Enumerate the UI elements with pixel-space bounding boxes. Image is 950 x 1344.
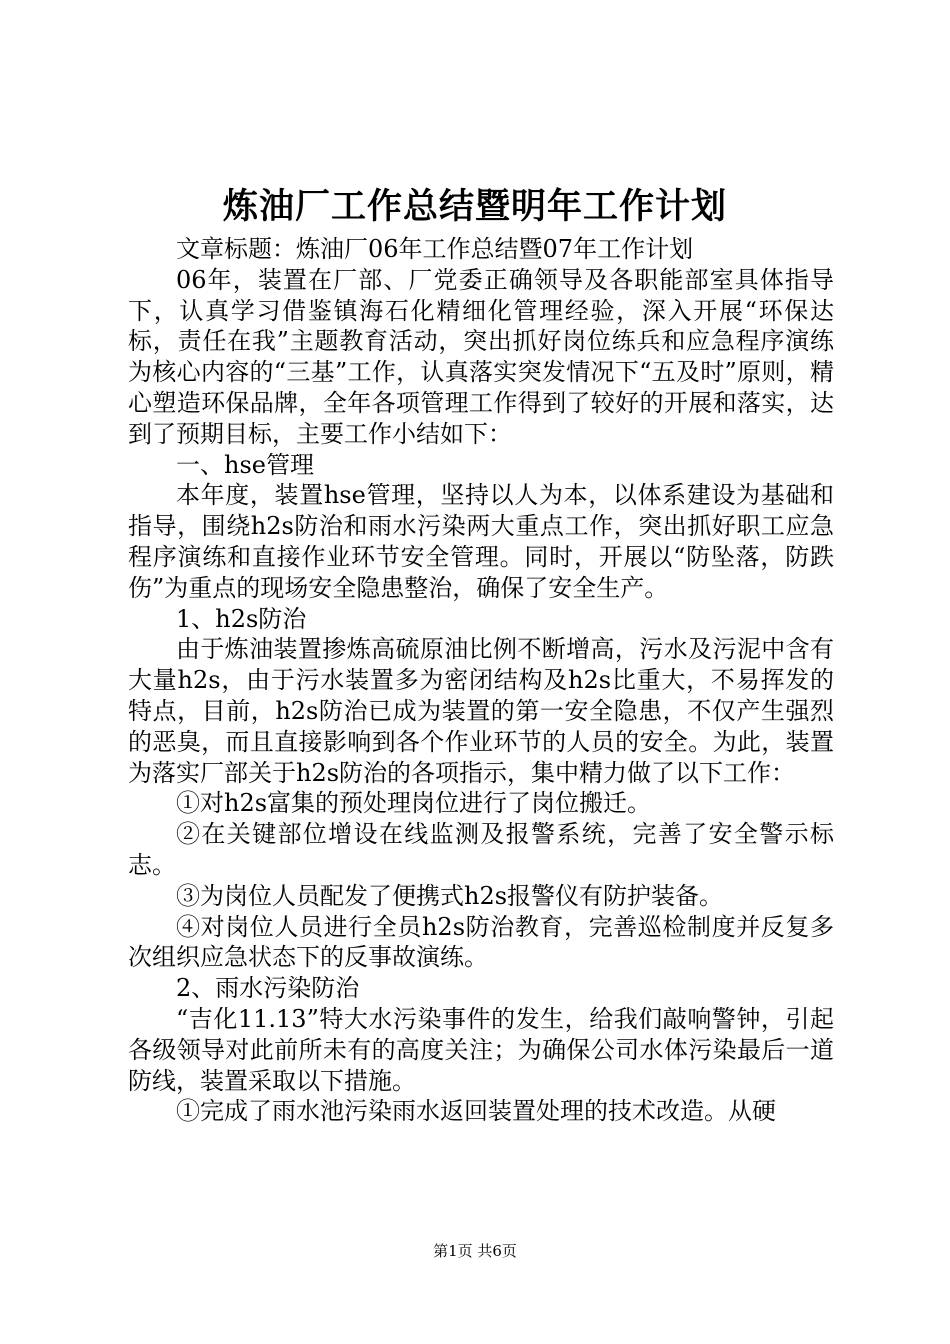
subsection-heading-h2s: 1、h2s防治 (176, 604, 307, 633)
list-item-3: ③为岗位人员配发了便携式h2s报警仪有防护装备。 (176, 881, 724, 910)
list-item-1: ①对h2s富集的预处理岗位进行了岗位搬迁。 (176, 789, 652, 818)
paragraph-rainwater: “吉化11.13”特大水污染事件的发生，给我们敲响警钟，引起各级领导对此前所未有的高度关注；为确保公司水体污染最后一道防线，装置采取以下措施。 (128, 1004, 834, 1095)
paragraph-h2s: 由于炼油装置掺炼高硫原油比例不断增高，污水及污泥中含有大量h2s，由于污水装置多为密闭结构及h2s比重大，不易挥发的特点，目前，h2s防治已成为装置的第一安全隐患，不仅产生强烈的恶臭，而且直接影响到各个作业环节的人员的安全。为此，装置为落实厂部关于h2s防治的各项指示，集中精力做了以下工作： (128, 635, 834, 787)
article-title-line: 文章标题：炼油厂06年工作总结暨07年工作计划 (176, 235, 694, 263)
page-footer: 第1页 共6页 (433, 1242, 517, 1260)
list-item-2: ②在关键部位增设在线监测及报警系统，完善了安全警示标志。 (128, 820, 834, 879)
subsection-heading-rainwater: 2、雨水污染防治 (176, 974, 360, 1003)
document-body (128, 234, 834, 1127)
paragraph-intro: 06年，装置在厂部、厂党委正确领导及各职能部室具体指导下，认真学习借鉴镇海石化精细化管理经验，深入开展“环保达标，责任在我”主题教育活动，突出抓好岗位练兵和应急程序演练为核心内容的“三基”工作，认真落实突发情况下“五及时”原则，精心塑造环保品牌，全年各项管理工作得到了较好的开展和落实，达到了预期目标，主要工作小结如下： (128, 265, 834, 448)
list-item-5: ①完成了雨水池污染雨水返回装置处理的技术改造。从硬 (176, 1097, 776, 1126)
paragraph-hse: 本年度，装置hse管理，坚持以人为本，以体系建设为基础和指导，围绕h2s防治和雨水污染两大重点工作，突出抓好职工应急程序演练和直接作业环节安全管理。同时，开展以“防坠落，防跌伤”为重点的现场安全隐患整治，确保了安全生产。 (128, 481, 834, 602)
section-heading-hse: 一、hse管理 (176, 450, 314, 479)
document-title: 炼油厂工作总结暨明年工作计划 (222, 186, 727, 227)
list-item-4: ④对岗位人员进行全员h2s防治教育，完善巡检制度并反复多次组织应急状态下的反事故演练。 (128, 912, 834, 972)
